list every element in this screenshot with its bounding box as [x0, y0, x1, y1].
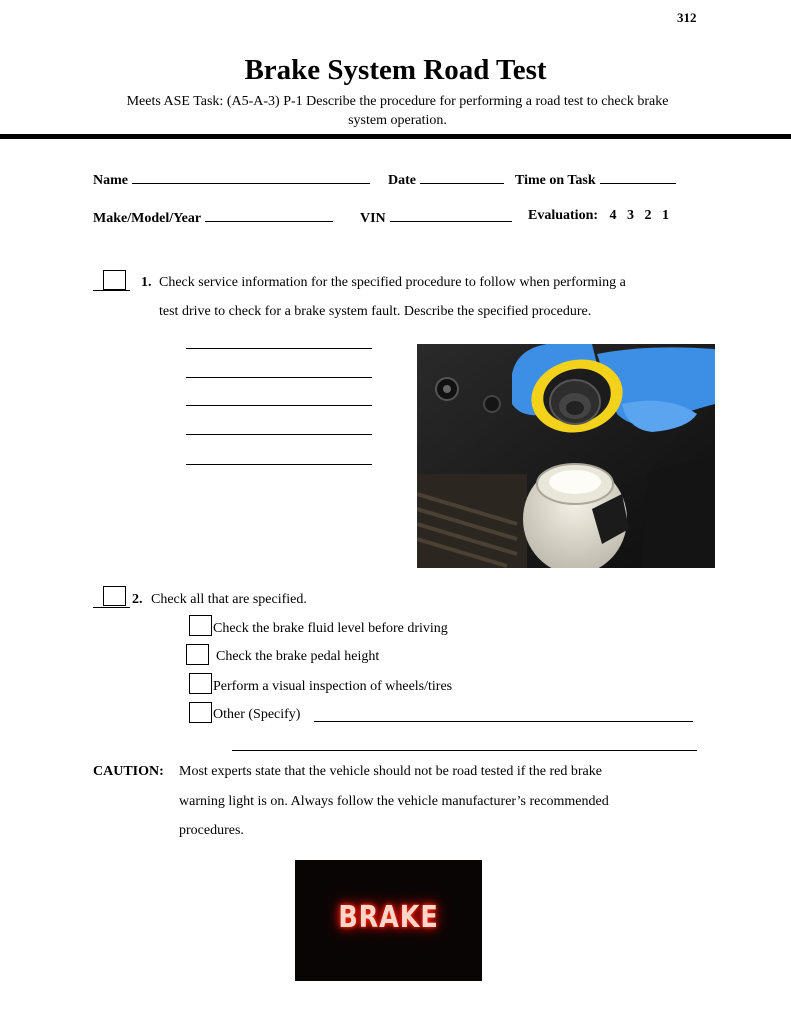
brake-fluid-reservoir-photo — [417, 344, 715, 568]
answer-line[interactable] — [186, 348, 372, 349]
option-checkbox-fluid-level[interactable] — [189, 615, 212, 636]
caution-label: CAUTION: — [93, 764, 164, 779]
option-checkbox-pedal-height[interactable] — [186, 644, 209, 665]
time-on-task-label: Time on Task — [515, 173, 596, 188]
evaluation-field — [528, 208, 669, 224]
step1-text-line2: test drive to check for a brake system fault. Describe the specified procedure. — [159, 304, 592, 319]
date-label: Date — [388, 173, 416, 188]
date-line[interactable] — [420, 170, 504, 184]
step2-text: Check all that are specified. — [151, 592, 307, 607]
brake-warning-light-text: BRAKE — [338, 900, 439, 935]
page-title: Brake System Road Test — [244, 54, 547, 86]
step1-initial-line — [93, 290, 130, 291]
option-fluid-level: Check the brake fluid level before driving — [213, 621, 448, 636]
vin-field[interactable] — [360, 208, 512, 227]
make-model-year-field[interactable] — [93, 208, 333, 227]
caution-text-line2: warning light is on. Always follow the vehicle manufacturer’s recommended — [179, 794, 609, 809]
brake-fluid-reservoir-illustration — [417, 344, 715, 568]
option-pedal-height: Check the brake pedal height — [216, 649, 380, 664]
step1-checkbox[interactable] — [103, 270, 126, 290]
option-wheels-tires: Perform a visual inspection of wheels/tires — [213, 679, 453, 694]
option-checkbox-wheels-tires[interactable] — [189, 673, 212, 694]
other-specify-line-2[interactable] — [232, 750, 697, 751]
step2-number: 2. — [132, 592, 143, 607]
step2-checkbox[interactable] — [103, 586, 126, 606]
caution-text-line3: procedures. — [179, 823, 244, 838]
step1-number: 1. — [141, 275, 152, 290]
make-model-year-line[interactable] — [205, 208, 333, 222]
brake-warning-light-photo — [295, 860, 482, 981]
page-number: 312 — [677, 10, 697, 25]
caution-text-line1: Most experts state that the vehicle should not be road tested if the red brake — [179, 764, 602, 779]
task-description: Meets ASE Task: (A5-A-3) P-1 Describe the procedure for performing a road test to check brake system operation. — [126, 94, 669, 128]
make-model-year-label: Make/Model/Year — [93, 211, 202, 226]
option-other: Other (Specify) — [213, 707, 301, 722]
evaluation-scores[interactable]: 4 3 2 1 — [609, 208, 670, 223]
answer-line[interactable] — [186, 377, 372, 378]
time-on-task-field[interactable] — [515, 170, 676, 189]
answer-line[interactable] — [186, 405, 372, 406]
step1-text-line1: Check service information for the specified procedure to follow when performing a — [159, 275, 626, 290]
vin-label: VIN — [360, 211, 386, 226]
step2-initial-line — [93, 607, 130, 608]
name-field[interactable] — [93, 170, 370, 189]
option-checkbox-other[interactable] — [189, 702, 212, 723]
other-specify-line[interactable] — [314, 721, 693, 722]
date-field[interactable] — [388, 170, 504, 189]
header-rule — [0, 134, 791, 139]
name-label: Name — [93, 173, 128, 188]
answer-line[interactable] — [186, 464, 372, 465]
time-on-task-line[interactable] — [600, 170, 676, 184]
evaluation-label: Evaluation: — [528, 208, 599, 223]
name-line[interactable] — [132, 170, 370, 184]
vin-line[interactable] — [390, 208, 512, 222]
answer-line[interactable] — [186, 434, 372, 435]
